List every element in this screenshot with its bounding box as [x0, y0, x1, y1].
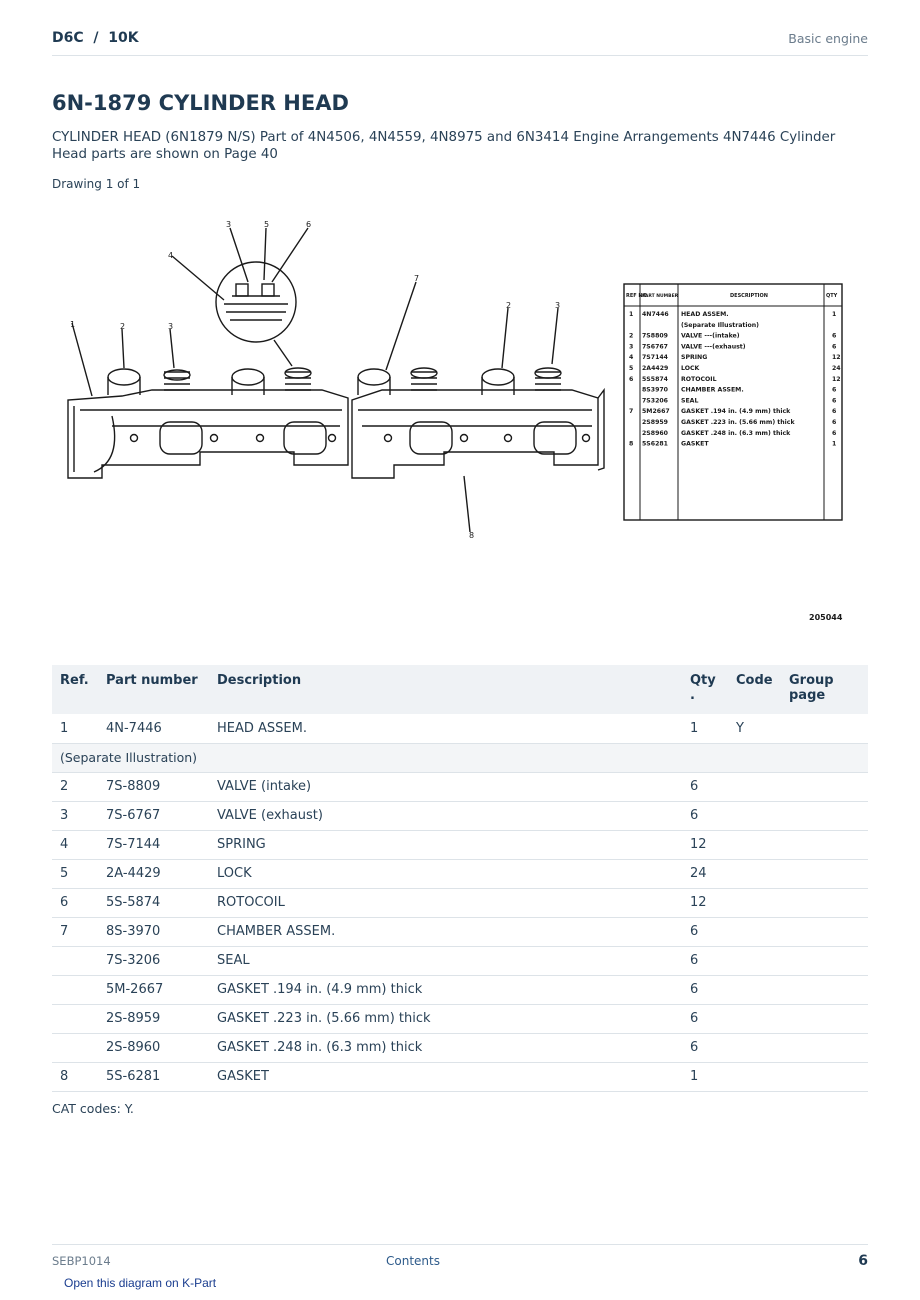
col-description: Description [209, 665, 682, 714]
legend-pn: 4N7446 [642, 311, 669, 318]
legend-pn: 7S8809 [642, 332, 668, 340]
code-cell [728, 888, 781, 917]
legend-qty: 6 [832, 386, 837, 394]
table-row [52, 772, 868, 801]
legend-qty: 6 [832, 408, 837, 416]
legend-qty: 1 [832, 440, 837, 448]
ref-cell: 1 [52, 714, 98, 743]
col-ref: Ref. [52, 665, 98, 714]
table-row [52, 888, 868, 917]
code-cell [728, 772, 781, 801]
legend-ref: 6 [629, 375, 634, 383]
code-cell [728, 1033, 781, 1062]
part-number-cell: 7S-7144 [98, 830, 209, 859]
legend-qty: 1 [832, 311, 837, 318]
callout-5: 5 [264, 220, 270, 229]
table-row [52, 714, 868, 743]
part-number-cell: 5S-5874 [98, 888, 209, 917]
table-row [52, 1033, 868, 1062]
legend-desc: GASKET .194 in. (4.9 mm) thick [681, 408, 791, 416]
description-cell: GASKET [209, 1062, 682, 1091]
description-cell: SEAL [209, 946, 682, 975]
legend-pn: 2S8960 [642, 429, 668, 437]
qty-cell: 1 [682, 1062, 728, 1091]
description-cell: SPRING [209, 830, 682, 859]
part-number-cell: 2S-8959 [98, 1004, 209, 1033]
legend-qty: 6 [832, 419, 837, 426]
qty-cell: 6 [682, 946, 728, 975]
table-row [52, 859, 868, 888]
cat-codes: CAT codes: Y. [52, 1101, 134, 1116]
callout-1: 1 [70, 320, 76, 329]
callout-3: 3 [168, 322, 174, 331]
code-cell [728, 859, 781, 888]
legend-qty: 12 [832, 354, 841, 362]
group-page-cell [781, 772, 868, 801]
table-row [52, 1004, 868, 1033]
legend-desc: VALVE ---(intake) [681, 332, 740, 340]
legend-ref: 1 [629, 311, 634, 318]
page-header [52, 28, 868, 56]
parts-table [52, 665, 868, 1092]
code-cell: Y [728, 714, 781, 743]
legend-desc: CHAMBER ASSEM. [681, 386, 744, 394]
ref-cell: 2 [52, 772, 98, 801]
part-number-cell: 8S-3970 [98, 917, 209, 946]
description-cell: HEAD ASSEM. [209, 714, 682, 743]
ref-cell: 8 [52, 1062, 98, 1091]
group-page-cell [781, 859, 868, 888]
qty-cell: 6 [682, 772, 728, 801]
legend-desc: GASKET .248 in. (6.3 mm) thick [681, 429, 791, 437]
legend-qty: 6 [832, 397, 837, 405]
qty-cell: 6 [682, 1004, 728, 1033]
legend-qty: 6 [832, 429, 837, 437]
legend-header-ref: REF NO [626, 293, 647, 299]
ref-cell: 6 [52, 888, 98, 917]
callout-3c: 3 [555, 301, 561, 310]
legend-desc: SPRING [681, 354, 708, 362]
qty-cell: 6 [682, 917, 728, 946]
code-cell [728, 1062, 781, 1091]
legend-ref: 4 [629, 354, 634, 362]
description-cell: GASKET .194 in. (4.9 mm) thick [209, 975, 682, 1004]
drawing-label: Drawing 1 of 1 [52, 177, 141, 191]
legend-qty: 6 [832, 332, 837, 340]
part-number-cell: 7S-6767 [98, 801, 209, 830]
group-page-cell [781, 946, 868, 975]
page-description: CYLINDER HEAD (6N1879 N/S) Part of 4N4506, 4N4559, 4N8975 and 6N3414 Engine Arrangements 4N7446 Cylinder Head parts are shown on Page 40 [52, 130, 836, 162]
callout-7: 7 [414, 274, 420, 283]
legend-ref: 5 [629, 365, 634, 372]
col-qty: Qty . [682, 665, 728, 714]
callout-6: 6 [306, 220, 312, 229]
legend-pn: 7S3206 [642, 397, 668, 405]
ref-cell [52, 975, 98, 1004]
code-cell [728, 917, 781, 946]
ref-cell: 5 [52, 859, 98, 888]
legend-qty: 12 [832, 375, 841, 383]
col-part-number: Part number [98, 665, 209, 714]
group-page-cell [781, 714, 868, 743]
legend-pn: 2A4429 [642, 365, 669, 372]
legend-ref: 2 [629, 332, 634, 340]
legend-pn: 5S5874 [642, 375, 668, 383]
code-cell [728, 1004, 781, 1033]
qty-cell: 1 [682, 714, 728, 743]
group-page-cell [781, 975, 868, 1004]
table-row [52, 946, 868, 975]
page-footer [52, 1244, 868, 1278]
table-note-row [52, 743, 868, 772]
callout-4: 4 [168, 251, 174, 260]
legend-desc: (Separate Illustration) [681, 321, 759, 329]
legend-pn: 7S6767 [642, 343, 668, 351]
qty-cell: 24 [682, 859, 728, 888]
note-cell: (Separate Illustration) [52, 743, 868, 772]
legend-ref: 7 [629, 408, 634, 416]
diagram-legend [624, 284, 842, 520]
legend-pn: 7S7144 [642, 354, 668, 362]
parts-table-header [52, 665, 868, 714]
legend-pn: 5M2667 [642, 408, 670, 416]
table-row [52, 1062, 868, 1091]
part-number-cell: 4N-7446 [98, 714, 209, 743]
legend-desc: GASKET .223 in. (5.66 mm) thick [681, 419, 795, 426]
image-id: 205044 [809, 613, 843, 622]
ref-cell: 7 [52, 917, 98, 946]
legend-desc: ROTOCOIL [681, 375, 717, 383]
ref-cell [52, 1004, 98, 1033]
qty-cell: 6 [682, 801, 728, 830]
ref-cell [52, 946, 98, 975]
callout-2b: 2 [506, 301, 512, 310]
group-page-cell [781, 1004, 868, 1033]
qty-cell: 6 [682, 975, 728, 1004]
legend-desc: SEAL [681, 397, 699, 405]
section-label: Basic engine [788, 31, 868, 46]
legend-desc: GASKET [681, 440, 709, 448]
part-number-cell: 2A-4429 [98, 859, 209, 888]
callout-2: 2 [120, 322, 126, 331]
ref-cell: 3 [52, 801, 98, 830]
ref-cell: 4 [52, 830, 98, 859]
legend-qty: 24 [832, 365, 841, 372]
table-row [52, 801, 868, 830]
table-row [52, 830, 868, 859]
part-number-cell: 5S-6281 [98, 1062, 209, 1091]
qty-cell: 12 [682, 830, 728, 859]
legend-desc: LOCK [681, 365, 700, 372]
code-cell [728, 830, 781, 859]
legend-desc: VALVE ---(exhaust) [681, 343, 746, 351]
description-cell: VALVE (exhaust) [209, 801, 682, 830]
legend-ref: 3 [629, 343, 634, 351]
document-id: SEBP1014 [52, 1254, 111, 1268]
code-cell [728, 975, 781, 1004]
table-row [52, 975, 868, 1004]
callout-8: 8 [469, 531, 475, 540]
model-label: D6C / 10K [52, 30, 139, 46]
part-number-cell: 7S-8809 [98, 772, 209, 801]
open-kpart-link[interactable]: Open this diagram on K-Part [64, 1276, 217, 1290]
legend-pn: 2S8959 [642, 419, 668, 426]
part-number-cell: 7S-3206 [98, 946, 209, 975]
page-number: 6 [858, 1253, 868, 1269]
description-cell: ROTOCOIL [209, 888, 682, 917]
legend-header-pn: PART NUMBER [642, 294, 679, 299]
group-page-cell [781, 888, 868, 917]
description-cell: VALVE (intake) [209, 772, 682, 801]
legend-desc: HEAD ASSEM. [681, 311, 729, 318]
part-number-cell: 5M-2667 [98, 975, 209, 1004]
page-title: 6N-1879 CYLINDER HEAD [52, 91, 349, 115]
description-cell: GASKET .223 in. (5.66 mm) thick [209, 1004, 682, 1033]
qty-cell: 6 [682, 1033, 728, 1062]
legend-header-qty: QTY [826, 293, 838, 299]
legend-pn: 5S6281 [642, 440, 668, 448]
legend-pn: 8S3970 [642, 386, 668, 394]
legend-qty: 6 [832, 343, 837, 351]
col-code: Code [728, 665, 781, 714]
group-page-cell [781, 830, 868, 859]
group-page-cell [781, 1062, 868, 1091]
table-row [52, 917, 868, 946]
col-group-page: Group page [781, 665, 868, 714]
code-cell [728, 946, 781, 975]
description-cell: CHAMBER ASSEM. [209, 917, 682, 946]
group-page-cell [781, 917, 868, 946]
legend-header-desc: DESCRIPTION [730, 293, 768, 299]
group-page-cell [781, 801, 868, 830]
ref-cell [52, 1033, 98, 1062]
cylinder-head-diagram[interactable] [52, 210, 868, 630]
qty-cell: 12 [682, 888, 728, 917]
cylinder-head-drawing [68, 228, 604, 532]
description-cell: GASKET .248 in. (6.3 mm) thick [209, 1033, 682, 1062]
callout-3b: 3 [226, 220, 232, 229]
part-number-cell: 2S-8960 [98, 1033, 209, 1062]
contents-link[interactable]: Contents [386, 1254, 440, 1268]
description-cell: LOCK [209, 859, 682, 888]
code-cell [728, 801, 781, 830]
legend-ref: 8 [629, 440, 634, 448]
group-page-cell [781, 1033, 868, 1062]
